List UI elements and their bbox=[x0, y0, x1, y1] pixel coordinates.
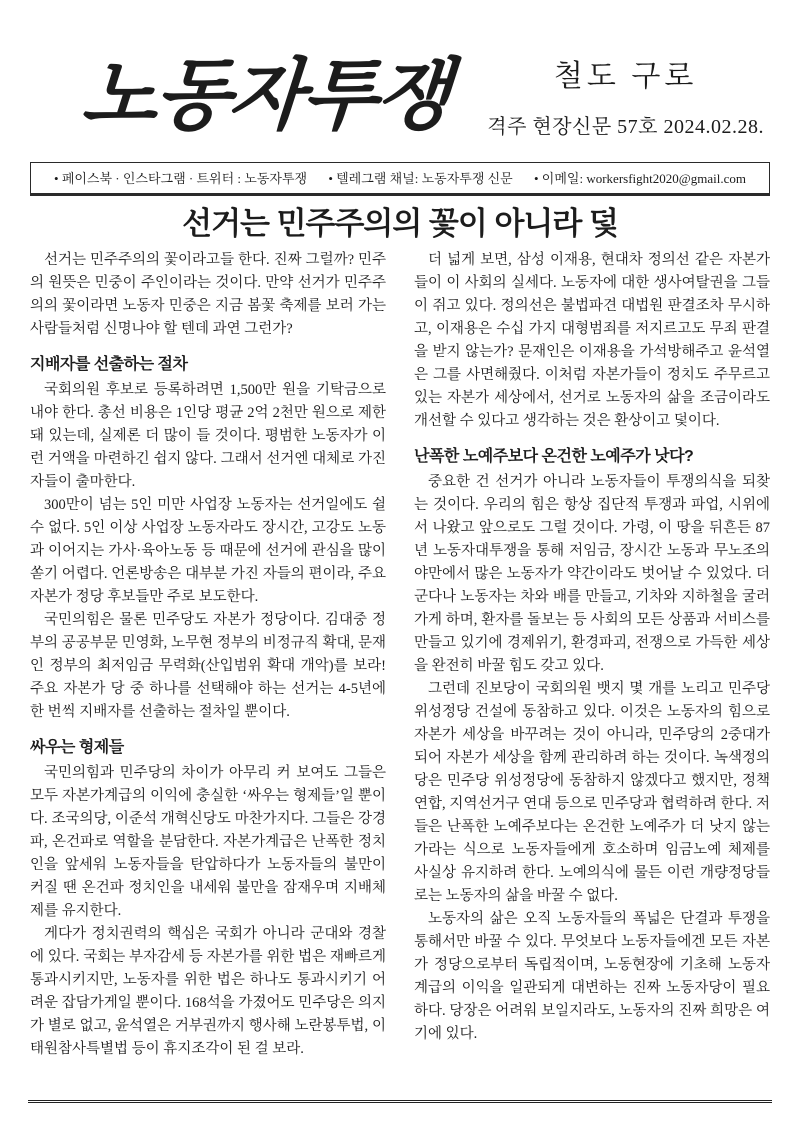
paragraph: 국회의원 후보로 등록하려면 1,500만 원을 기탁금으로 내야 한다. 총선 비용은 1인당 평균 2억 2천만 원으로 제한돼 있는데, 실제론 더 많이 들 것이다. 평범한 노동자가 이런 거액을 마련하긴 쉽지 않다. 그래서 선거엔 대체로 가진 자들이 출마한다. bbox=[30, 382, 386, 490]
newspaper-logo: 노동자투쟁 bbox=[78, 50, 452, 141]
section-heading: 난폭한 노예주보다 온건한 노예주가 낫다? bbox=[414, 448, 694, 465]
contact-bar bbox=[30, 162, 770, 196]
contact-telegram: • 텔레그램 채널: 노동자투쟁 신문 bbox=[328, 171, 513, 186]
paragraph: 더 넓게 보면, 삼성 이재용, 현대차 정의선 같은 자본가들이 이 사회의 실세다. 노동자에 대한 생사여탈권을 그들이 쥐고 있다. 정의선은 불법파견 대법원 판결조차 무시하고, 이재용은 수십 가지 대형범죄를 저지르고도 무죄 판결을 받지 않는가? 문재인은 이재용을 가석방해주고 윤석열은 그를 사면해줬다. 이처럼 자본가들이 정치도 주무르고 있는 자본가 세상에서, 선거로 노동자의 삶을 조금이라도 개선할 수 있다고 생각하는 것은 환상이고 덫이다. bbox=[414, 252, 770, 429]
paragraph: 국민의힘은 물론 민주당도 자본가 정당이다. 김대중 정부의 공공부문 민영화, 노무현 정부의 비정규직 확대, 문재인 정부의 최저임금 무력화(산입범위 확대 개악)를 보라! 주요 자본가 당 중 하나를 선택해야 하는 선거는 4-5년에 한 번씩 지배자를 선출하는 절차일 뿐이다. bbox=[30, 612, 386, 720]
paragraph: 노동자의 삶은 오직 노동자들의 폭넓은 단결과 투쟁을 통해서만 바꿀 수 있다. 무엇보다 노동자들에겐 모든 자본가 정당으로부터 독립적이며, 노동현장에 기초해 노동자계급의 이익을 일관되게 대변하는 진짜 노동자당이 필요하다. 당장은 어려워 보일지라도, 노동자의 진짜 희망은 여기에 있다. bbox=[414, 911, 770, 1042]
section-heading: 지배자를 선출하는 절차 bbox=[30, 356, 188, 373]
article-left-column bbox=[30, 249, 386, 1061]
bottom-divider bbox=[28, 1100, 772, 1103]
paragraph: 그런데 진보당이 국회의원 뱃지 몇 개를 노리고 민주당 위성정당 건설에 동참하고 있다. 이것은 노동자의 힘으로 자본가 세상을 바꾸려는 것이 아니라, 민주당의 2중대가 되어 자본가 세상을 함께 관리하려 하는 것이다. 녹색정의당은 민주당 위성정당에 동참하지 않겠다고 했지만, 정책연합, 지역선거구 연대 등으로 민주당과 협력하려 한다. 저들은 난폭한 노예주보다는 온건한 노예주가 더 낫지 않는가라는 식으로 노동자들에게 호소하며 임금노예 체제를 사실상 유지하려 한다. 노예의식에 물든 이런 개량정당들로는 노동자의 삶을 바꿀 수 없다. bbox=[414, 681, 770, 904]
article-right-column bbox=[414, 249, 770, 1061]
issue-info: 격주 현장신문 57호 2024.02.28. bbox=[487, 116, 764, 138]
article-headline: 선거는 민주주의의 꽃이 아니라 덫 bbox=[182, 206, 618, 241]
paragraph: 중요한 건 선거가 아니라 노동자들이 투쟁의식을 되찾는 것이다. 우리의 힘은 항상 집단적 투쟁과 파업, 시위에서 나왔고 앞으로도 그럴 것이다. 가령, 이 땅을 뒤흔든 87년 노동자대투쟁을 통해 저임금, 장시간 노동과 무노조의 야만에서 많은 노동자가 약간이라도 벗어날 수 있었다. 더군다나 노동자는 차와 배를 만들고, 기차와 지하철을 굴러가게 하며, 환자를 돌보는 등 사회의 모든 상품과 서비스를 만들고 있기에 경제위기, 환경파괴, 전쟁으로 가득한 세상을 완전히 바꿀 힘도 갖고 있다. bbox=[414, 474, 770, 674]
contact-sns: • 페이스북 · 인스타그램 · 트위터 : 노동자투쟁 bbox=[54, 171, 308, 186]
paragraph: 국민의힘과 민주당의 차이가 아무리 커 보여도 그들은 모두 자본가계급의 이익에 충실한 ‘싸우는 형제들’일 뿐이다. 조국의당, 이준석 개혁신당도 마찬가지다. 그들은 강경파, 온건파로 역할을 분담한다. 자본가계급은 난폭한 정치인을 앞세워 노동자들을 탄압하다가 노동자들의 불만이 커질 땐 온건파 정치인을 내세워 불만을 잠재우며 지배체제를 유지한다. bbox=[30, 765, 386, 919]
paragraph: 300만이 넘는 5인 미만 사업장 노동자는 선거일에도 쉴 수 없다. 5인 이상 사업장 노동자라도 장시간, 고강도 노동과 이어지는 가사·육아노동 등 때문에 선거에 관심을 많이 쏟기 어렵다. 언론방송은 대부분 가진 자들의 편이라, 주요 자본가 정당 후보들만 주로 보도한다. bbox=[30, 497, 386, 605]
section-heading: 싸우는 형제들 bbox=[30, 739, 124, 756]
article-body bbox=[30, 249, 770, 1061]
paragraph: 게다가 정치권력의 핵심은 국회가 아니라 군대와 경찰에 있다. 국회는 부자감세 등 자본가를 위한 법은 재빠르게 통과시키지만, 노동자를 위한 법은 하나도 통과시키기 어려운 잡담가게일 뿐이다. 168석을 가졌어도 민주당은 의지가 별로 없고, 윤석열은 거부권까지 행사해 노란봉투법, 이태원참사특별법 등이 휴지조각이 된 걸 보라. bbox=[30, 926, 386, 1057]
contact-email: • 이메일: workersfight2020@gmail.com bbox=[534, 171, 746, 186]
masthead bbox=[30, 46, 770, 158]
masthead-info bbox=[487, 46, 770, 139]
edition-label: 철도 구로 bbox=[553, 60, 698, 93]
paragraph: 선거는 민주주의의 꽃이라고들 한다. 진짜 그럴까? 민주의 원뜻은 민중이 주인이라는 것이다. 만약 선거가 민주주의의 꽃이라면 노동자 민중은 지금 봄꽃 축제를 보러 가는 사람들처럼 신명나야 할 텐데 과연 그런가? bbox=[30, 252, 386, 337]
